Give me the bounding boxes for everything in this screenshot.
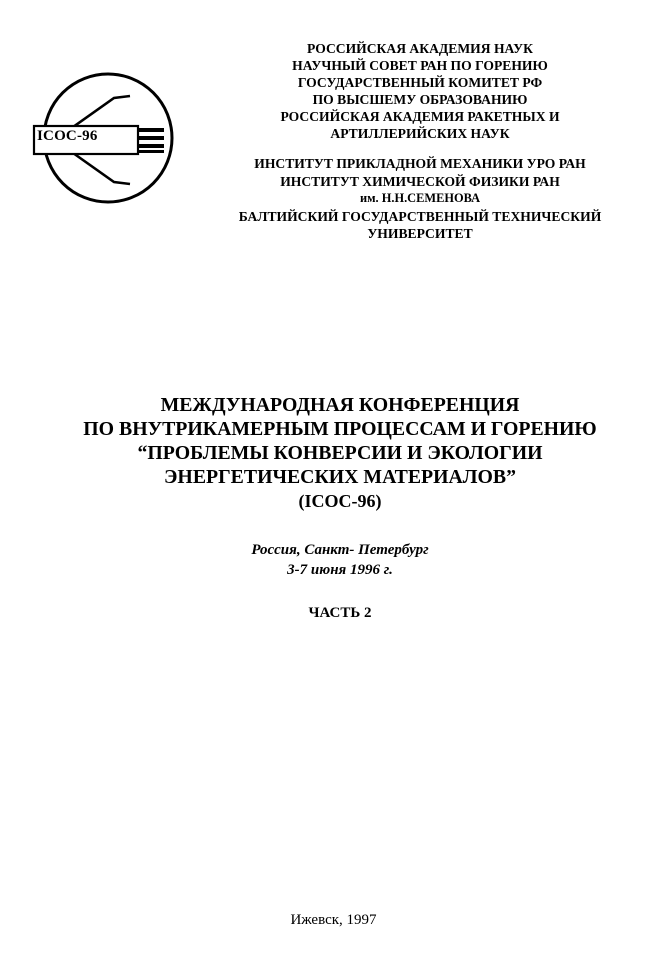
conference-title-line: “ПРОБЛЕМЫ КОНВЕРСИИ И ЭКОЛОГИИ bbox=[137, 442, 543, 464]
conference-title-line: МЕЖДУНАРОДНАЯ КОНФЕРЕНЦИЯ bbox=[160, 394, 520, 416]
institute-line: ИНСТИТУТ ПРИКЛАДНОЙ МЕХАНИКИ УРО РАН bbox=[254, 156, 586, 171]
part-number: ЧАСТЬ 2 bbox=[308, 605, 372, 621]
organization-line: ГОСУДАРСТВЕННЫЙ КОМИТЕТ РФ bbox=[297, 75, 543, 90]
conference-logo bbox=[26, 70, 186, 210]
institute-line: ИНСТИТУТ ХИМИЧЕСКОЙ ФИЗИКИ РАН bbox=[280, 173, 560, 189]
organization-line: РОССИЙСКАЯ АКАДЕМИЯ РАКЕТНЫХ И bbox=[280, 109, 560, 124]
imprint: Ижевск, 1997 bbox=[290, 912, 377, 928]
conference-acronym: (ICOC-96) bbox=[298, 491, 382, 511]
organization-line: НАУЧНЫЙ СОВЕТ РАН ПО ГОРЕНИЮ bbox=[292, 58, 548, 73]
conference-dates: 3-7 июня 1996 г. bbox=[287, 562, 393, 578]
institute-line: БАЛТИЙСКИЙ ГОСУДАРСТВЕННЫЙ ТЕХНИЧЕСКИЙ bbox=[238, 208, 602, 224]
conference-title-line: ЭНЕРГЕТИЧЕСКИХ МАТЕРИАЛОВ” bbox=[164, 466, 516, 488]
institutes-block bbox=[190, 155, 650, 243]
conference-location: Россия, Санкт- Петербург bbox=[251, 542, 429, 558]
organizations-block bbox=[190, 40, 650, 142]
venue-block bbox=[0, 540, 667, 580]
conference-title bbox=[0, 393, 667, 513]
organization-line: РОССИЙСКАЯ АКАДЕМИЯ НАУК bbox=[306, 41, 533, 56]
organization-line: ПО ВЫСШЕМУ ОБРАЗОВАНИЮ bbox=[312, 92, 528, 107]
institute-line: УНИВЕРСИТЕТ bbox=[367, 226, 473, 242]
logo-text: ICOC-96 bbox=[37, 128, 98, 144]
institute-line: им. Н.Н.СЕМЕНОВА bbox=[359, 191, 481, 206]
conference-title-line: ПО ВНУТРИКАМЕРНЫМ ПРОЦЕССАМ И ГОРЕНИЮ bbox=[83, 418, 597, 440]
organization-line: АРТИЛЛЕРИЙСКИХ НАУК bbox=[330, 126, 510, 141]
